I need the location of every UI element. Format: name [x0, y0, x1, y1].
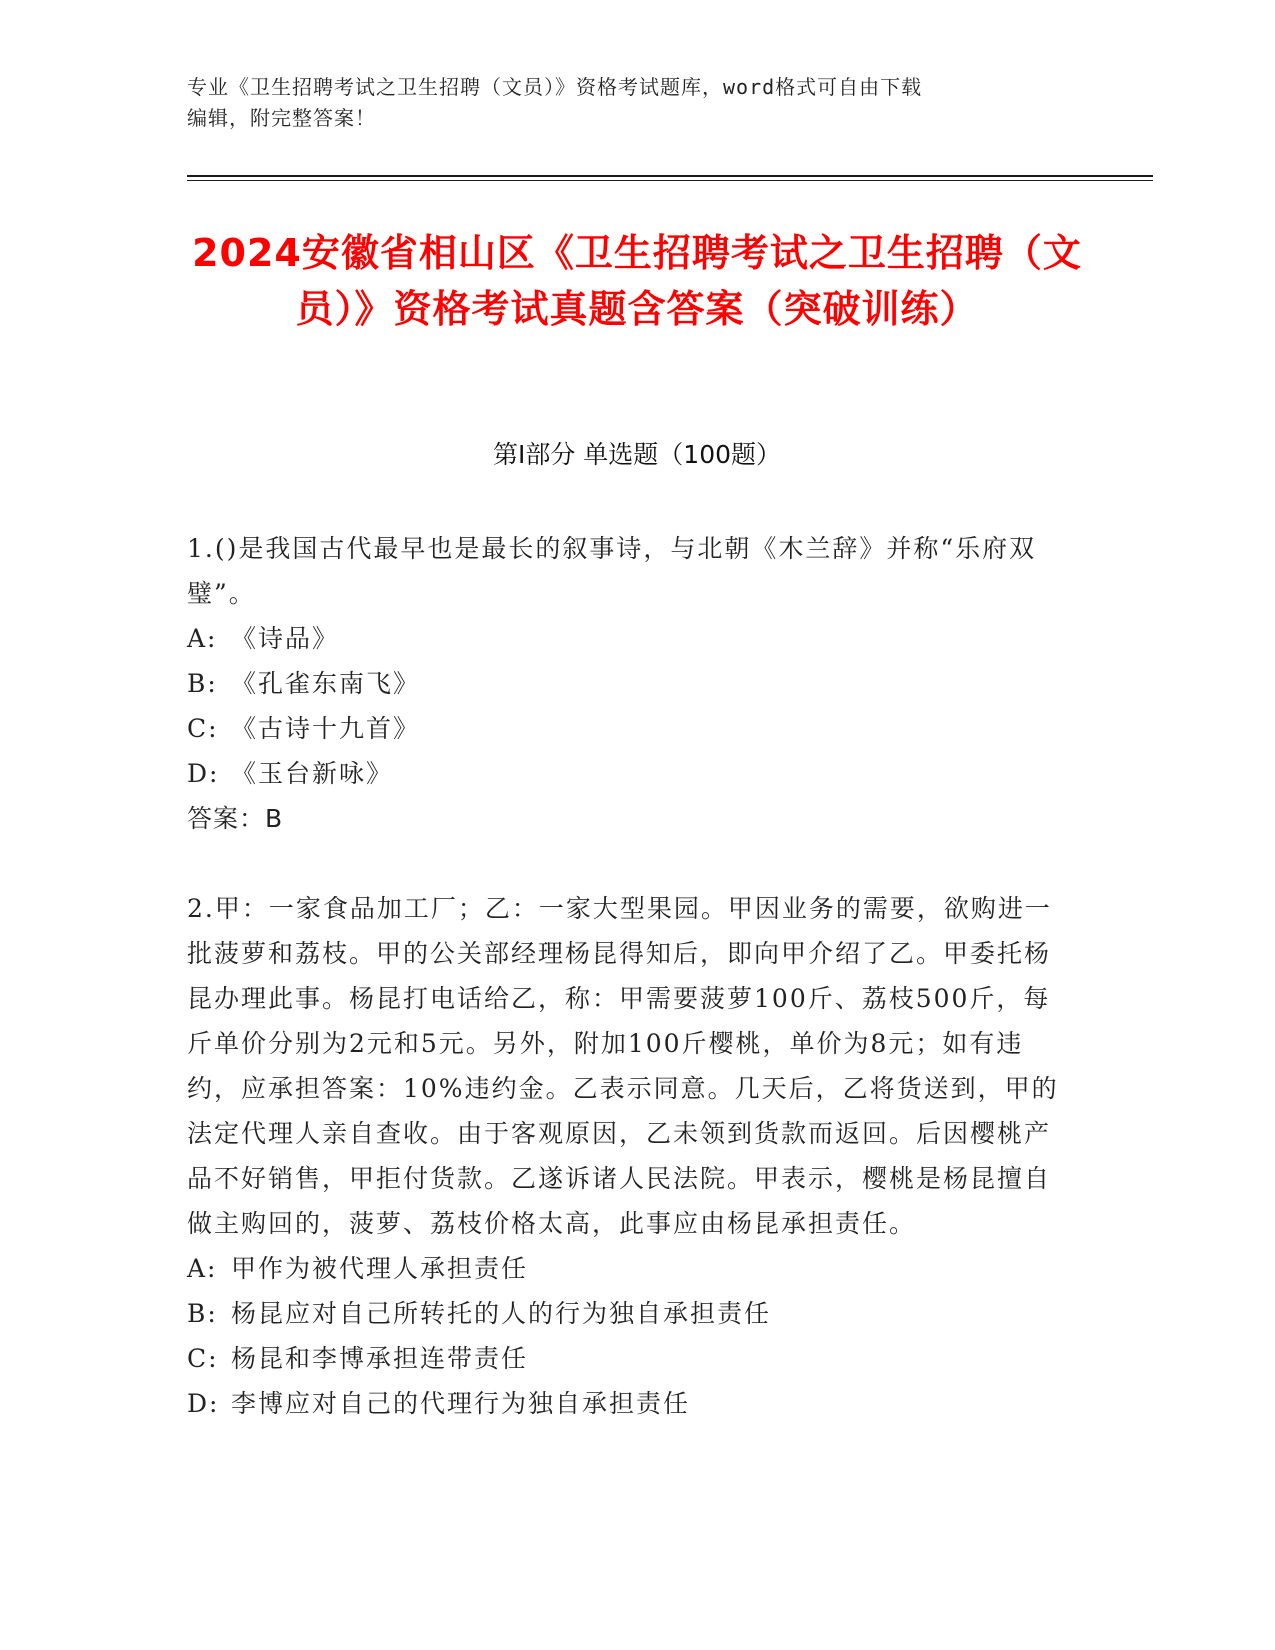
section-title: 第Ⅰ部分 单选题（100题）	[492, 440, 782, 469]
option-text: 李博应对自己的代理行为独自承担责任	[231, 1389, 691, 1418]
answer-option-c	[187, 1336, 1067, 1381]
header-note-line-1: 专业《卫生招聘考试之卫生招聘（文员）》资格考试题库，word格式可自由下载	[187, 75, 923, 99]
header-note-line-2: 编辑，附完整答案！	[187, 106, 376, 130]
option-text: 甲作为被代理人承担责任	[231, 1254, 529, 1283]
answer-option-c	[187, 706, 1067, 751]
option-text: 杨昆和李博承担连带责任	[231, 1344, 529, 1373]
header-divider-thick	[187, 175, 1153, 177]
answer-option-b	[187, 661, 1067, 706]
option-text: 《古诗十九首》	[231, 714, 421, 743]
option-letter: A:	[187, 624, 218, 653]
answer-key: 答案：B	[187, 804, 284, 833]
answer-option-d	[187, 751, 1067, 796]
option-letter: D:	[187, 1389, 220, 1418]
answer-option-a	[187, 1246, 1067, 1291]
option-letter: C:	[187, 714, 219, 743]
question-item	[187, 886, 1067, 1426]
option-text: 《玉台新咏》	[231, 759, 394, 788]
question-stem: 2.甲：一家食品加工厂；乙：一家大型果园。甲因业务的需要，欲购进一批菠萝和荔枝。甲的公关部经理杨昆得知后，即向甲介绍了乙。甲委托杨昆办理此事。杨昆打电话给乙，称：甲需要菠萝100斤、荔枝500斤，每斤单价分别为2元和5元。另外，附加100斤樱桃，单价为8元；如有违约，应承担答案：10%违约金。乙表示同意。几天后，乙将货送到，甲的法定代理人亲自查收。由于客观原因，乙未领到货款而返回。后因樱桃产品不好销售，甲拒付货款。乙遂诉诸人民法院。甲表示，樱桃是杨昆擅自做主购回的，菠萝、荔枝价格太高，此事应由杨昆承担责任。	[187, 894, 1059, 1238]
option-text: 杨昆应对自己所转托的人的行为独自承担责任	[231, 1299, 772, 1328]
question-list	[187, 526, 1067, 1426]
question-stem: 1.()是我国古代最早也是最长的叙事诗，与北朝《木兰辞》并称“乐府双璧”。	[187, 534, 1037, 608]
question-item	[187, 526, 1067, 841]
answer-option-d	[187, 1381, 1067, 1426]
option-text: 《孔雀东南飞》	[231, 669, 421, 698]
document-title: 2024安徽省相山区《卫生招聘考试之卫生招聘（文员）》资格考试真题含答案（突破训练）	[192, 231, 1082, 331]
option-letter: B:	[187, 1299, 218, 1328]
option-letter: B:	[187, 669, 218, 698]
option-letter: D:	[187, 759, 220, 788]
question-spacer	[187, 841, 1067, 886]
answer-option-b	[187, 1291, 1067, 1336]
header-note	[187, 72, 1087, 134]
option-text: 《诗品》	[231, 624, 340, 653]
header-divider-thin	[187, 180, 1153, 181]
answer-option-a	[187, 616, 1067, 661]
option-letter: C:	[187, 1344, 219, 1373]
option-letter: A:	[187, 1254, 218, 1283]
